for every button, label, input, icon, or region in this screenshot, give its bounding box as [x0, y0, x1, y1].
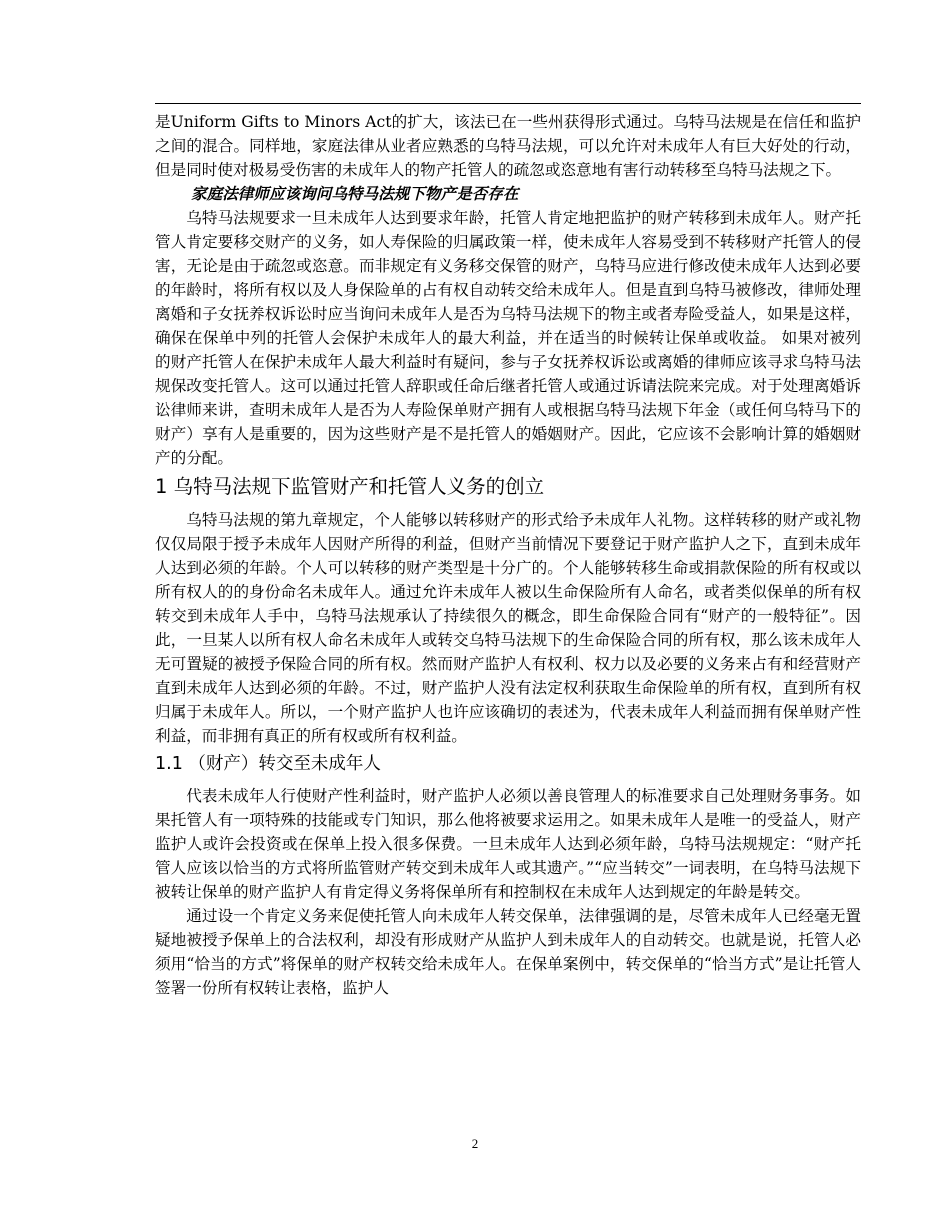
heading-section-1: 1 乌特马法规下监管财产和托管人义务的创立	[155, 475, 545, 498]
paragraph-affirmative-duty: 通过设一个肯定义务来促使托管人向未成年人转交保单，法律强调的是，尽管未成年人已经毫无置疑地被授予保单上的合法权利，却没有形成财产从监护人到未成年人的自动转交。也就是说，托管人必须用“恰当的方式”将保单的财产权转交给未成年人。在保单案例中，转交保单的“恰当方式”是让托管人签署一份所有权转让表格，监护人	[155, 907, 861, 997]
document-page	[155, 103, 861, 1000]
paragraph-utma-requirement: 乌特马法规要求一旦未成年人达到要求年龄，托管人肯定地把监护的财产转移到未成年人。财产托管人肯定要移交财产的义务，如人寿保险的归属政策一样，使未成年人容易受到不转移财产托管人的侵害，无论是由于疏忽或恣意。而非规定有义务移交保管的财产，乌特马应进行修改使未成年人达到必要的年龄时，将所有权以及人身保险单的占有权自动转交给未成年人。但是直到乌特马被修改，律师处理离婚和子女抚养权诉讼时应当询问未成年人是否为乌特马法规下的物主或者寿险受益人，如果是这样，确保在保单中列的托管人会保护未成年人的最大利益，并在适当的时候转让保单或收益。 如果对被列的财产托管人在保护未成年人最大利益时有疑问，参与子女抚养权诉讼或离婚的律师应该寻求乌特马法规保改变托管人。这可以通过托管人辞职或任命后继者托管人或通过诉请法院来完成。对于处理离婚诉讼律师来讲，查明未成年人是否为人寿险保单财产拥有人或根据乌特马法规下年金（或任何乌特马下的财产）享有人是重要的，因为这些财产是不是托管人的婚姻财产。因此，它应该不会影响计算的婚姻财产的分配。	[155, 209, 861, 467]
header-rule	[155, 103, 861, 104]
paragraph-article-nine: 乌特马法规的第九章规定，个人能够以转移财产的形式给予未成年人礼物。这样转移的财产或礼物仅仅局限于授予未成年人因财产所得的利益，但财产当前情况下要登记于财产监护人之下，直到未成年人达到必须的年龄。个人可以转移的财产类型是十分广的。个人能够转移生命或捐款保险的所有权或以所有权人的的身份命名未成年人。通过允许未成年人被以生命保险所有人命名，或者类似保单的所有权转交到未成年人手中，乌特马法规承认了持续很久的概念，即生命保险合同有“财产的一般特征”。因此，一旦某人以所有权人命名未成年人或转交乌特马法规下的生命保险合同的所有权，那么该未成年人无可置疑的被授予保险合同的所有权。然而财产监护人有权利、权力以及必要的义务来占有和经营财产直到未成年人达到必须的年龄。不过，财产监护人没有法定权利获取生命保险单的所有权，直到所有权归属于未成年人。所以，一个财产监护人也许应该确切的表述为，代表未成年人利益而拥有保单财产性利益，而非拥有真正的所有权或所有权利益。	[155, 511, 861, 745]
section-subheading: 家庭法律师应该询问乌特马法规下物产是否存在	[191, 184, 519, 203]
page-number: 2	[471, 1136, 479, 1151]
paragraph-continued: 是Uniform Gifts to Minors Act的扩大，该法已在一些州获得形式通过。乌特马法规是在信任和监护之间的混合。同样地，家庭法律从业者应熟悉的乌特马法规，可以允许对未成年人有巨大好处的行动，但是同时使对极易受伤害的未成年人的物产托管人的疏忽或恣意地有害行动转移至乌特马法规之下。	[155, 113, 861, 179]
heading-section-1-1: 1.1 （财产）转交至未成年人	[155, 754, 381, 774]
paragraph-custodian-duty: 代表未成年人行使财产性利益时，财产监护人必须以善良管理人的标准要求自己处理财务事务。如果托管人有一项特殊的技能或专门知识，那么他将被要求运用之。如果未成年人是唯一的受益人，财产监护人或许会投资或在保单上投入很多保费。一旦未成年人达到必须年龄，乌特马法规规定：“财产托管人应该以恰当的方式将所监管财产转交到未成年人或其遗产。”“应当转交”一词表明，在乌特马法规下被转让保单的财产监护人有肯定得义务将保单所有和控制权在未成年人达到规定的年龄是转交。	[155, 787, 861, 901]
